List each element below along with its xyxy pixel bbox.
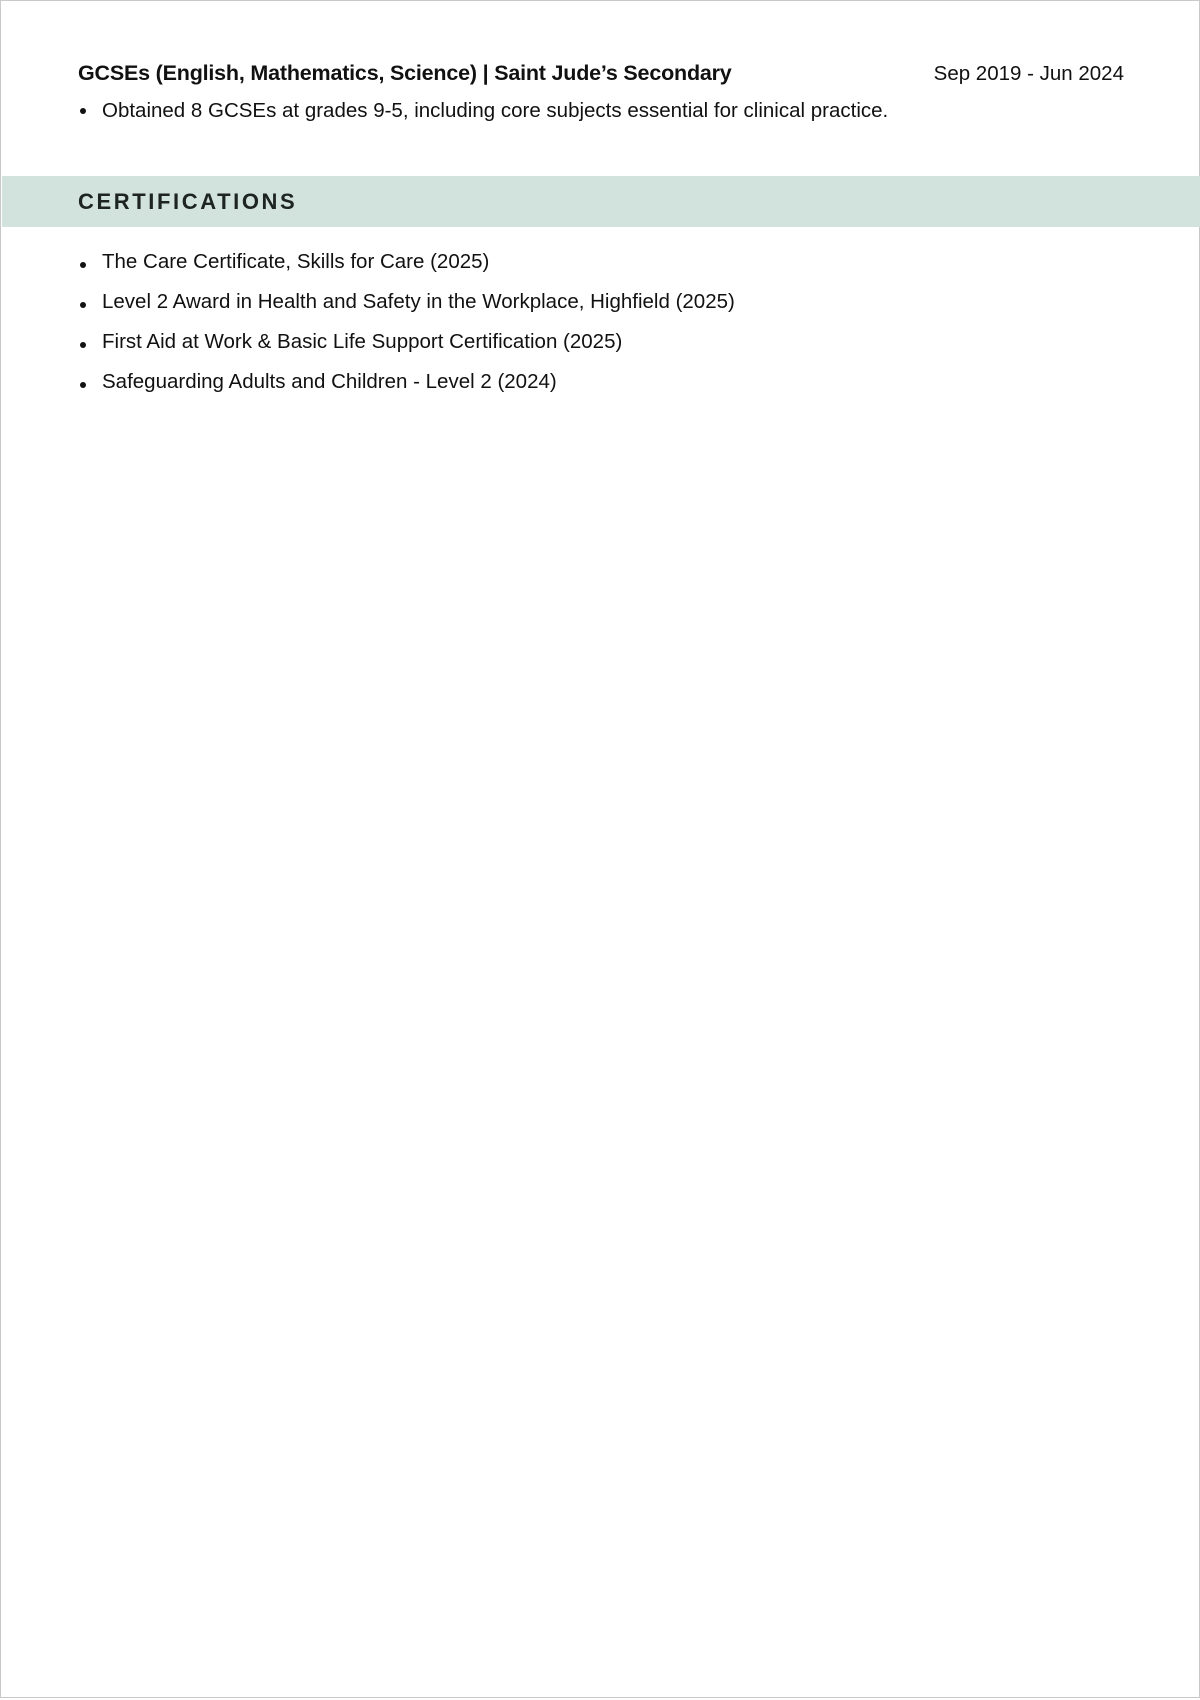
education-bullet: Obtained 8 GCSEs at grades 9-5, including core subjects essential for clinical practice.	[78, 98, 1124, 124]
education-entry	[78, 61, 1124, 124]
certifications-heading: CERTIFICATIONS	[78, 189, 298, 214]
certifications-list	[78, 245, 1124, 405]
education-entry-header	[78, 61, 1124, 91]
education-dates: Sep 2019 - Jun 2024	[933, 62, 1124, 85]
certification-item: First Aid at Work & Basic Life Support Certification (2025)	[78, 325, 1124, 365]
certification-item: The Care Certificate, Skills for Care (2025)	[78, 245, 1124, 285]
certification-item: Safeguarding Adults and Children - Level 2 (2024)	[78, 365, 1124, 405]
education-title: GCSEs (English, Mathematics, Science) | Saint Jude’s Secondary	[78, 61, 732, 85]
certifications-section-header	[2, 176, 1200, 227]
certification-item: Level 2 Award in Health and Safety in the Workplace, Highfield (2025)	[78, 285, 1124, 325]
education-bullet-list	[78, 98, 1124, 124]
